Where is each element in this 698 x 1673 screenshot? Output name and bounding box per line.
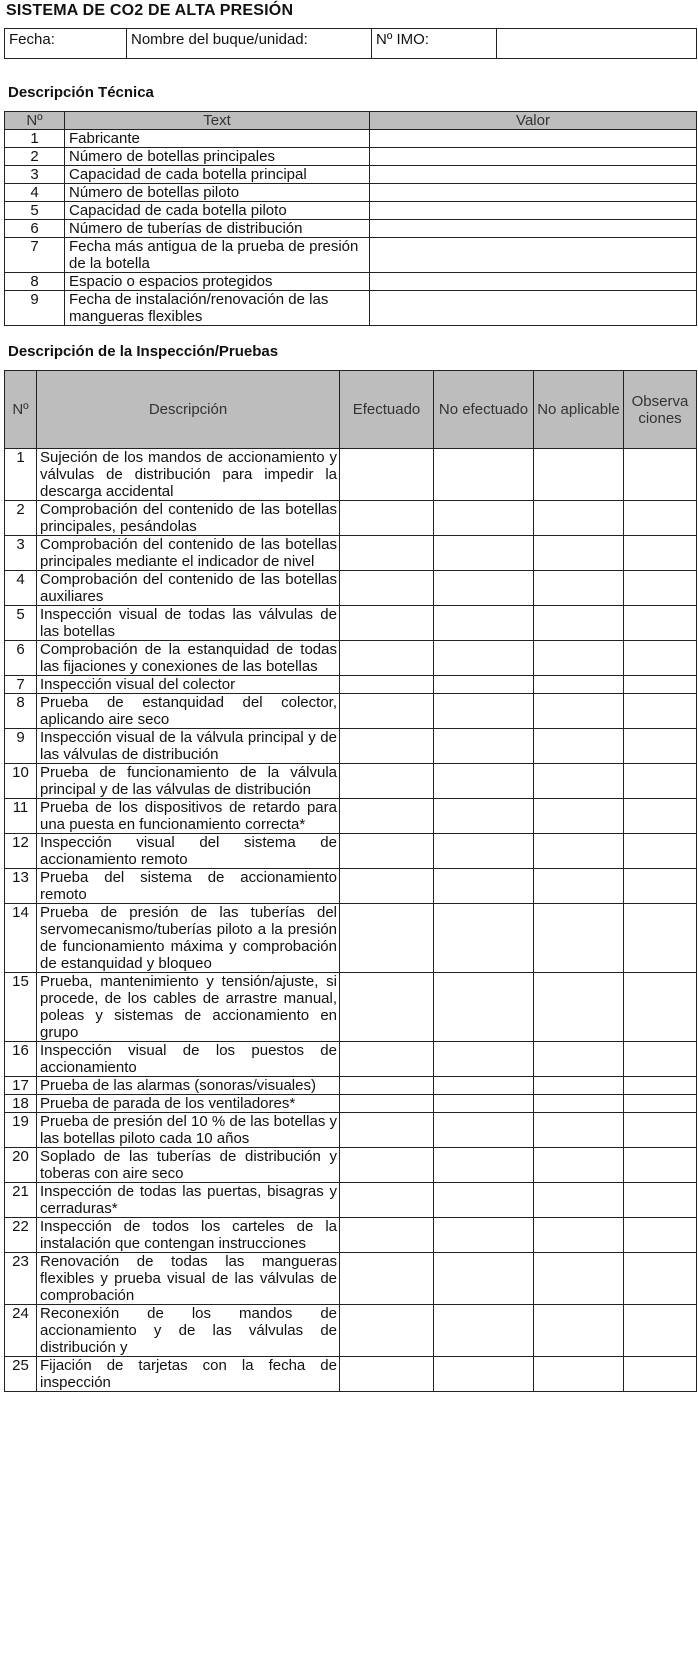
insp-row-observaciones-cell[interactable] <box>624 501 697 536</box>
insp-row-number: 22 <box>5 1218 37 1253</box>
tech-row-text: Número de tuberías de distribución <box>65 220 370 238</box>
imo-value-field[interactable] <box>497 29 697 59</box>
insp-row <box>5 1077 697 1095</box>
insp-row-no-aplicable-cell[interactable] <box>534 694 624 729</box>
insp-row-efectuado-cell[interactable] <box>340 571 434 606</box>
insp-col-desc: Descripción <box>37 371 340 449</box>
insp-row-efectuado-cell[interactable] <box>340 904 434 973</box>
insp-row <box>5 764 697 799</box>
insp-row-no-aplicable-cell[interactable] <box>534 973 624 1042</box>
insp-row-number: 5 <box>5 606 37 641</box>
insp-row-efectuado-cell[interactable] <box>340 973 434 1042</box>
insp-row-number: 21 <box>5 1183 37 1218</box>
tech-row <box>5 220 697 238</box>
insp-col-observaciones: Observa ciones <box>624 371 697 449</box>
insp-row-number: 1 <box>5 449 37 501</box>
insp-row <box>5 536 697 571</box>
insp-row-description: Prueba del sistema de accionamiento remoto <box>37 869 340 904</box>
tech-row-number: 5 <box>5 202 65 220</box>
insp-row-number: 4 <box>5 571 37 606</box>
insp-row-no-efectuado-cell[interactable] <box>434 1148 534 1183</box>
insp-row-efectuado-cell[interactable] <box>340 536 434 571</box>
tech-row-number: 1 <box>5 130 65 148</box>
tech-row-text: Espacio o espacios protegidos <box>65 273 370 291</box>
tech-row-value-field[interactable] <box>370 291 697 326</box>
insp-row-description: Comprobación del contenido de las botellas principales mediante el indicador de nivel <box>37 536 340 571</box>
tech-table <box>4 111 697 326</box>
insp-row-description: Inspección de todas las puertas, bisagras y cerraduras* <box>37 1183 340 1218</box>
insp-row-no-aplicable-cell[interactable] <box>534 1183 624 1218</box>
insp-row-efectuado-cell[interactable] <box>340 1042 434 1077</box>
insp-row <box>5 799 697 834</box>
insp-row-no-efectuado-cell[interactable] <box>434 1095 534 1113</box>
insp-row-number: 17 <box>5 1077 37 1095</box>
insp-row <box>5 729 697 764</box>
insp-row-description: Reconexión de los mandos de accionamiento y de las válvulas de distribución y <box>37 1305 340 1357</box>
buque-field[interactable] <box>127 29 372 59</box>
insp-row-observaciones-cell[interactable] <box>624 571 697 606</box>
insp-row-description: Prueba de los dispositivos de retardo para una puesta en funcionamiento correcta* <box>37 799 340 834</box>
tech-row-number: 3 <box>5 166 65 184</box>
insp-row-efectuado-cell[interactable] <box>340 764 434 799</box>
insp-row-description: Prueba de presión de las tuberías del servomecanismo/tuberías piloto a la presión de funcionamiento máxima y comprobación de estanquidad y bloqueo <box>37 904 340 973</box>
insp-row-observaciones-cell[interactable] <box>624 641 697 676</box>
tech-row-number: 2 <box>5 148 65 166</box>
insp-row-observaciones-cell[interactable] <box>624 676 697 694</box>
insp-row-efectuado-cell[interactable] <box>340 1183 434 1218</box>
insp-row-efectuado-cell[interactable] <box>340 606 434 641</box>
insp-row-number: 11 <box>5 799 37 834</box>
tech-row-value-field[interactable] <box>370 166 697 184</box>
insp-row-observaciones-cell[interactable] <box>624 449 697 501</box>
form-title: SISTEMA DE CO2 DE ALTA PRESIÓN <box>6 2 294 19</box>
insp-row-observaciones-cell[interactable] <box>624 1077 697 1095</box>
insp-row-no-aplicable-cell[interactable] <box>534 501 624 536</box>
insp-row-description: Inspección visual del sistema de accionamiento remoto <box>37 834 340 869</box>
insp-row-observaciones-cell[interactable] <box>624 904 697 973</box>
insp-heading: Descripción de la Inspección/Pruebas <box>8 343 279 360</box>
insp-row-observaciones-cell[interactable] <box>624 869 697 904</box>
tech-row-text: Número de botellas principales <box>65 148 370 166</box>
insp-row-no-aplicable-cell[interactable] <box>534 1253 624 1305</box>
imo-field[interactable] <box>372 29 497 59</box>
insp-row-description: Comprobación del contenido de las botellas principales, pesándolas <box>37 501 340 536</box>
insp-row-description: Prueba de las alarmas (sonoras/visuales) <box>37 1077 340 1095</box>
insp-row-efectuado-cell[interactable] <box>340 1148 434 1183</box>
insp-row-observaciones-cell[interactable] <box>624 1218 697 1253</box>
insp-col-n: Nº <box>5 371 37 449</box>
insp-row-no-efectuado-cell[interactable] <box>434 501 534 536</box>
insp-row-efectuado-cell[interactable] <box>340 799 434 834</box>
insp-row-no-aplicable-cell[interactable] <box>534 1113 624 1148</box>
insp-row-efectuado-cell[interactable] <box>340 449 434 501</box>
insp-row-description: Inspección de todos los carteles de la instalación que contengan instrucciones <box>37 1218 340 1253</box>
insp-row <box>5 694 697 729</box>
insp-row-number: 9 <box>5 729 37 764</box>
insp-row-no-efectuado-cell[interactable] <box>434 1305 534 1357</box>
tech-row-number: 9 <box>5 291 65 326</box>
tech-row <box>5 130 697 148</box>
tech-col-n: Nº <box>5 112 65 130</box>
insp-row-efectuado-cell[interactable] <box>340 1095 434 1113</box>
insp-row-no-efectuado-cell[interactable] <box>434 1113 534 1148</box>
insp-row-no-efectuado-cell[interactable] <box>434 694 534 729</box>
insp-row <box>5 1253 697 1305</box>
insp-row <box>5 869 697 904</box>
insp-col-no-aplicable: No aplicable <box>534 371 624 449</box>
insp-row-observaciones-cell[interactable] <box>624 973 697 1042</box>
insp-col-no-efectuado: No efectuado <box>434 371 534 449</box>
tech-row <box>5 291 697 326</box>
tech-heading: Descripción Técnica <box>8 84 154 101</box>
tech-col-text: Text <box>65 112 370 130</box>
insp-row <box>5 834 697 869</box>
insp-row-description: Renovación de todas las mangueras flexibles y prueba visual de las válvulas de comprobación <box>37 1253 340 1305</box>
tech-row-number: 6 <box>5 220 65 238</box>
tech-row-text: Capacidad de cada botella principal <box>65 166 370 184</box>
insp-row <box>5 449 697 501</box>
insp-row-observaciones-cell[interactable] <box>624 1148 697 1183</box>
tech-row-value-field[interactable] <box>370 238 697 273</box>
insp-row-number: 13 <box>5 869 37 904</box>
insp-row <box>5 1095 697 1113</box>
insp-row-no-efectuado-cell[interactable] <box>434 641 534 676</box>
insp-row-efectuado-cell[interactable] <box>340 1077 434 1095</box>
insp-row-no-efectuado-cell[interactable] <box>434 973 534 1042</box>
tech-row <box>5 184 697 202</box>
insp-row-number: 20 <box>5 1148 37 1183</box>
insp-row-no-efectuado-cell[interactable] <box>434 799 534 834</box>
insp-row-no-efectuado-cell[interactable] <box>434 1183 534 1218</box>
insp-row-no-aplicable-cell[interactable] <box>534 1148 624 1183</box>
insp-row-no-efectuado-cell[interactable] <box>434 606 534 641</box>
insp-row-number: 7 <box>5 676 37 694</box>
insp-row-observaciones-cell[interactable] <box>624 1095 697 1113</box>
tech-row <box>5 148 697 166</box>
tech-row <box>5 238 697 273</box>
insp-row <box>5 1113 697 1148</box>
insp-row-no-aplicable-cell[interactable] <box>534 1357 624 1392</box>
insp-row-number: 10 <box>5 764 37 799</box>
insp-row-description: Fijación de tarjetas con la fecha de inspección <box>37 1357 340 1392</box>
insp-row-no-aplicable-cell[interactable] <box>534 536 624 571</box>
insp-row <box>5 1305 697 1357</box>
insp-row <box>5 1148 697 1183</box>
insp-row-no-efectuado-cell[interactable] <box>434 1077 534 1095</box>
insp-row-number: 23 <box>5 1253 37 1305</box>
insp-row-description: Inspección visual del colector <box>37 676 340 694</box>
insp-row-no-efectuado-cell[interactable] <box>434 904 534 973</box>
insp-row-number: 25 <box>5 1357 37 1392</box>
insp-row <box>5 1357 697 1392</box>
insp-row-efectuado-cell[interactable] <box>340 834 434 869</box>
insp-row-description: Prueba de estanquidad del colector, aplicando aire seco <box>37 694 340 729</box>
insp-table <box>4 370 697 1392</box>
insp-row-no-aplicable-cell[interactable] <box>534 1042 624 1077</box>
insp-row-no-efectuado-cell[interactable] <box>434 764 534 799</box>
insp-row-description: Soplado de las tuberías de distribución y toberas con aire seco <box>37 1148 340 1183</box>
insp-row-no-aplicable-cell[interactable] <box>534 834 624 869</box>
insp-row-description: Inspección visual de los puestos de accionamiento <box>37 1042 340 1077</box>
tech-row-text: Capacidad de cada botella piloto <box>65 202 370 220</box>
insp-row <box>5 641 697 676</box>
insp-row-no-aplicable-cell[interactable] <box>534 1077 624 1095</box>
insp-row-observaciones-cell[interactable] <box>624 1357 697 1392</box>
insp-row-no-aplicable-cell[interactable] <box>534 606 624 641</box>
insp-row <box>5 571 697 606</box>
insp-row-observaciones-cell[interactable] <box>624 1042 697 1077</box>
insp-row-no-aplicable-cell[interactable] <box>534 1095 624 1113</box>
insp-row-no-efectuado-cell[interactable] <box>434 834 534 869</box>
insp-row-efectuado-cell[interactable] <box>340 1305 434 1357</box>
tech-row-text: Fecha de instalación/renovación de las mangueras flexibles <box>65 291 370 326</box>
insp-row-number: 16 <box>5 1042 37 1077</box>
tech-row-text: Fecha más antigua de la prueba de presión de la botella <box>65 238 370 273</box>
insp-row <box>5 1218 697 1253</box>
insp-row-observaciones-cell[interactable] <box>624 606 697 641</box>
insp-row <box>5 676 697 694</box>
tech-row-number: 8 <box>5 273 65 291</box>
insp-row-no-aplicable-cell[interactable] <box>534 764 624 799</box>
insp-row <box>5 1042 697 1077</box>
insp-row-efectuado-cell[interactable] <box>340 676 434 694</box>
tech-col-valor: Valor <box>370 112 697 130</box>
insp-row-description: Inspección visual de todas las válvulas de las botellas <box>37 606 340 641</box>
insp-row-no-aplicable-cell[interactable] <box>534 676 624 694</box>
insp-row-observaciones-cell[interactable] <box>624 729 697 764</box>
tech-row-text: Número de botellas piloto <box>65 184 370 202</box>
insp-row-description: Prueba de parada de los ventiladores* <box>37 1095 340 1113</box>
insp-row-number: 8 <box>5 694 37 729</box>
insp-row-no-aplicable-cell[interactable] <box>534 449 624 501</box>
insp-row-number: 3 <box>5 536 37 571</box>
insp-row-description: Inspección visual de la válvula principal y de las válvulas de distribución <box>37 729 340 764</box>
tech-row-value-field[interactable] <box>370 130 697 148</box>
insp-row-no-efectuado-cell[interactable] <box>434 1253 534 1305</box>
insp-row-efectuado-cell[interactable] <box>340 1218 434 1253</box>
insp-row-no-aplicable-cell[interactable] <box>534 904 624 973</box>
insp-row <box>5 606 697 641</box>
insp-row-observaciones-cell[interactable] <box>624 1253 697 1305</box>
insp-row-observaciones-cell[interactable] <box>624 1183 697 1218</box>
insp-row-efectuado-cell[interactable] <box>340 1357 434 1392</box>
insp-row <box>5 904 697 973</box>
insp-row-observaciones-cell[interactable] <box>624 1113 697 1148</box>
insp-row-description: Comprobación del contenido de las botellas auxiliares <box>37 571 340 606</box>
insp-row-no-efectuado-cell[interactable] <box>434 1218 534 1253</box>
header-table <box>4 28 697 59</box>
insp-row-number: 15 <box>5 973 37 1042</box>
fecha-label: Fecha: <box>9 31 55 48</box>
insp-row-no-aplicable-cell[interactable] <box>534 641 624 676</box>
insp-row-observaciones-cell[interactable] <box>624 694 697 729</box>
insp-row <box>5 973 697 1042</box>
insp-row-no-efectuado-cell[interactable] <box>434 536 534 571</box>
insp-row-observaciones-cell[interactable] <box>624 834 697 869</box>
insp-row-no-aplicable-cell[interactable] <box>534 729 624 764</box>
imo-label: Nº IMO: <box>376 31 429 48</box>
insp-row-number: 14 <box>5 904 37 973</box>
insp-row-number: 19 <box>5 1113 37 1148</box>
tech-row-value-field[interactable] <box>370 184 697 202</box>
tech-row <box>5 166 697 184</box>
insp-row-description: Prueba de funcionamiento de la válvula principal y de las válvulas de distribución <box>37 764 340 799</box>
tech-row-number: 7 <box>5 238 65 273</box>
tech-row-number: 4 <box>5 184 65 202</box>
insp-row-no-efectuado-cell[interactable] <box>434 449 534 501</box>
insp-col-efectuado: Efectuado <box>340 371 434 449</box>
insp-row-no-efectuado-cell[interactable] <box>434 729 534 764</box>
tech-row <box>5 273 697 291</box>
insp-row-no-efectuado-cell[interactable] <box>434 1042 534 1077</box>
insp-row-number: 18 <box>5 1095 37 1113</box>
insp-row-number: 6 <box>5 641 37 676</box>
tech-row-text: Fabricante <box>65 130 370 148</box>
insp-row-efectuado-cell[interactable] <box>340 694 434 729</box>
insp-row <box>5 1183 697 1218</box>
insp-row-number: 2 <box>5 501 37 536</box>
insp-row-efectuado-cell[interactable] <box>340 869 434 904</box>
insp-row <box>5 501 697 536</box>
insp-row-observaciones-cell[interactable] <box>624 799 697 834</box>
insp-row-description: Comprobación de la estanquidad de todas las fijaciones y conexiones de las botellas <box>37 641 340 676</box>
insp-row-efectuado-cell[interactable] <box>340 501 434 536</box>
insp-row-number: 24 <box>5 1305 37 1357</box>
insp-row-efectuado-cell[interactable] <box>340 729 434 764</box>
insp-row-observaciones-cell[interactable] <box>624 536 697 571</box>
insp-row-description: Sujeción de los mandos de accionamiento y válvulas de distribución para impedir la descarga accidental <box>37 449 340 501</box>
insp-row-no-aplicable-cell[interactable] <box>534 869 624 904</box>
insp-row-observaciones-cell[interactable] <box>624 764 697 799</box>
insp-row-number: 12 <box>5 834 37 869</box>
insp-row-no-aplicable-cell[interactable] <box>534 799 624 834</box>
insp-row-no-efectuado-cell[interactable] <box>434 571 534 606</box>
buque-label: Nombre del buque/unidad: <box>131 31 308 48</box>
insp-row-efectuado-cell[interactable] <box>340 641 434 676</box>
insp-row-no-aplicable-cell[interactable] <box>534 1218 624 1253</box>
insp-row-observaciones-cell[interactable] <box>624 1305 697 1357</box>
insp-row-no-aplicable-cell[interactable] <box>534 1305 624 1357</box>
tech-row-value-field[interactable] <box>370 220 697 238</box>
insp-row-no-aplicable-cell[interactable] <box>534 571 624 606</box>
tech-row-value-field[interactable] <box>370 273 697 291</box>
insp-row-efectuado-cell[interactable] <box>340 1113 434 1148</box>
insp-row-description: Prueba de presión del 10 % de las botellas y las botellas piloto cada 10 años <box>37 1113 340 1148</box>
tech-row-value-field[interactable] <box>370 148 697 166</box>
tech-row-value-field[interactable] <box>370 202 697 220</box>
insp-row-description: Prueba, mantenimiento y tensión/ajuste, si procede, de los cables de arrastre manual, poleas y sistemas de accionamiento en grupo <box>37 973 340 1042</box>
fecha-field[interactable] <box>5 29 127 59</box>
insp-row-no-efectuado-cell[interactable] <box>434 1357 534 1392</box>
tech-row <box>5 202 697 220</box>
insp-row-no-efectuado-cell[interactable] <box>434 676 534 694</box>
insp-row-efectuado-cell[interactable] <box>340 1253 434 1305</box>
insp-row-no-efectuado-cell[interactable] <box>434 869 534 904</box>
